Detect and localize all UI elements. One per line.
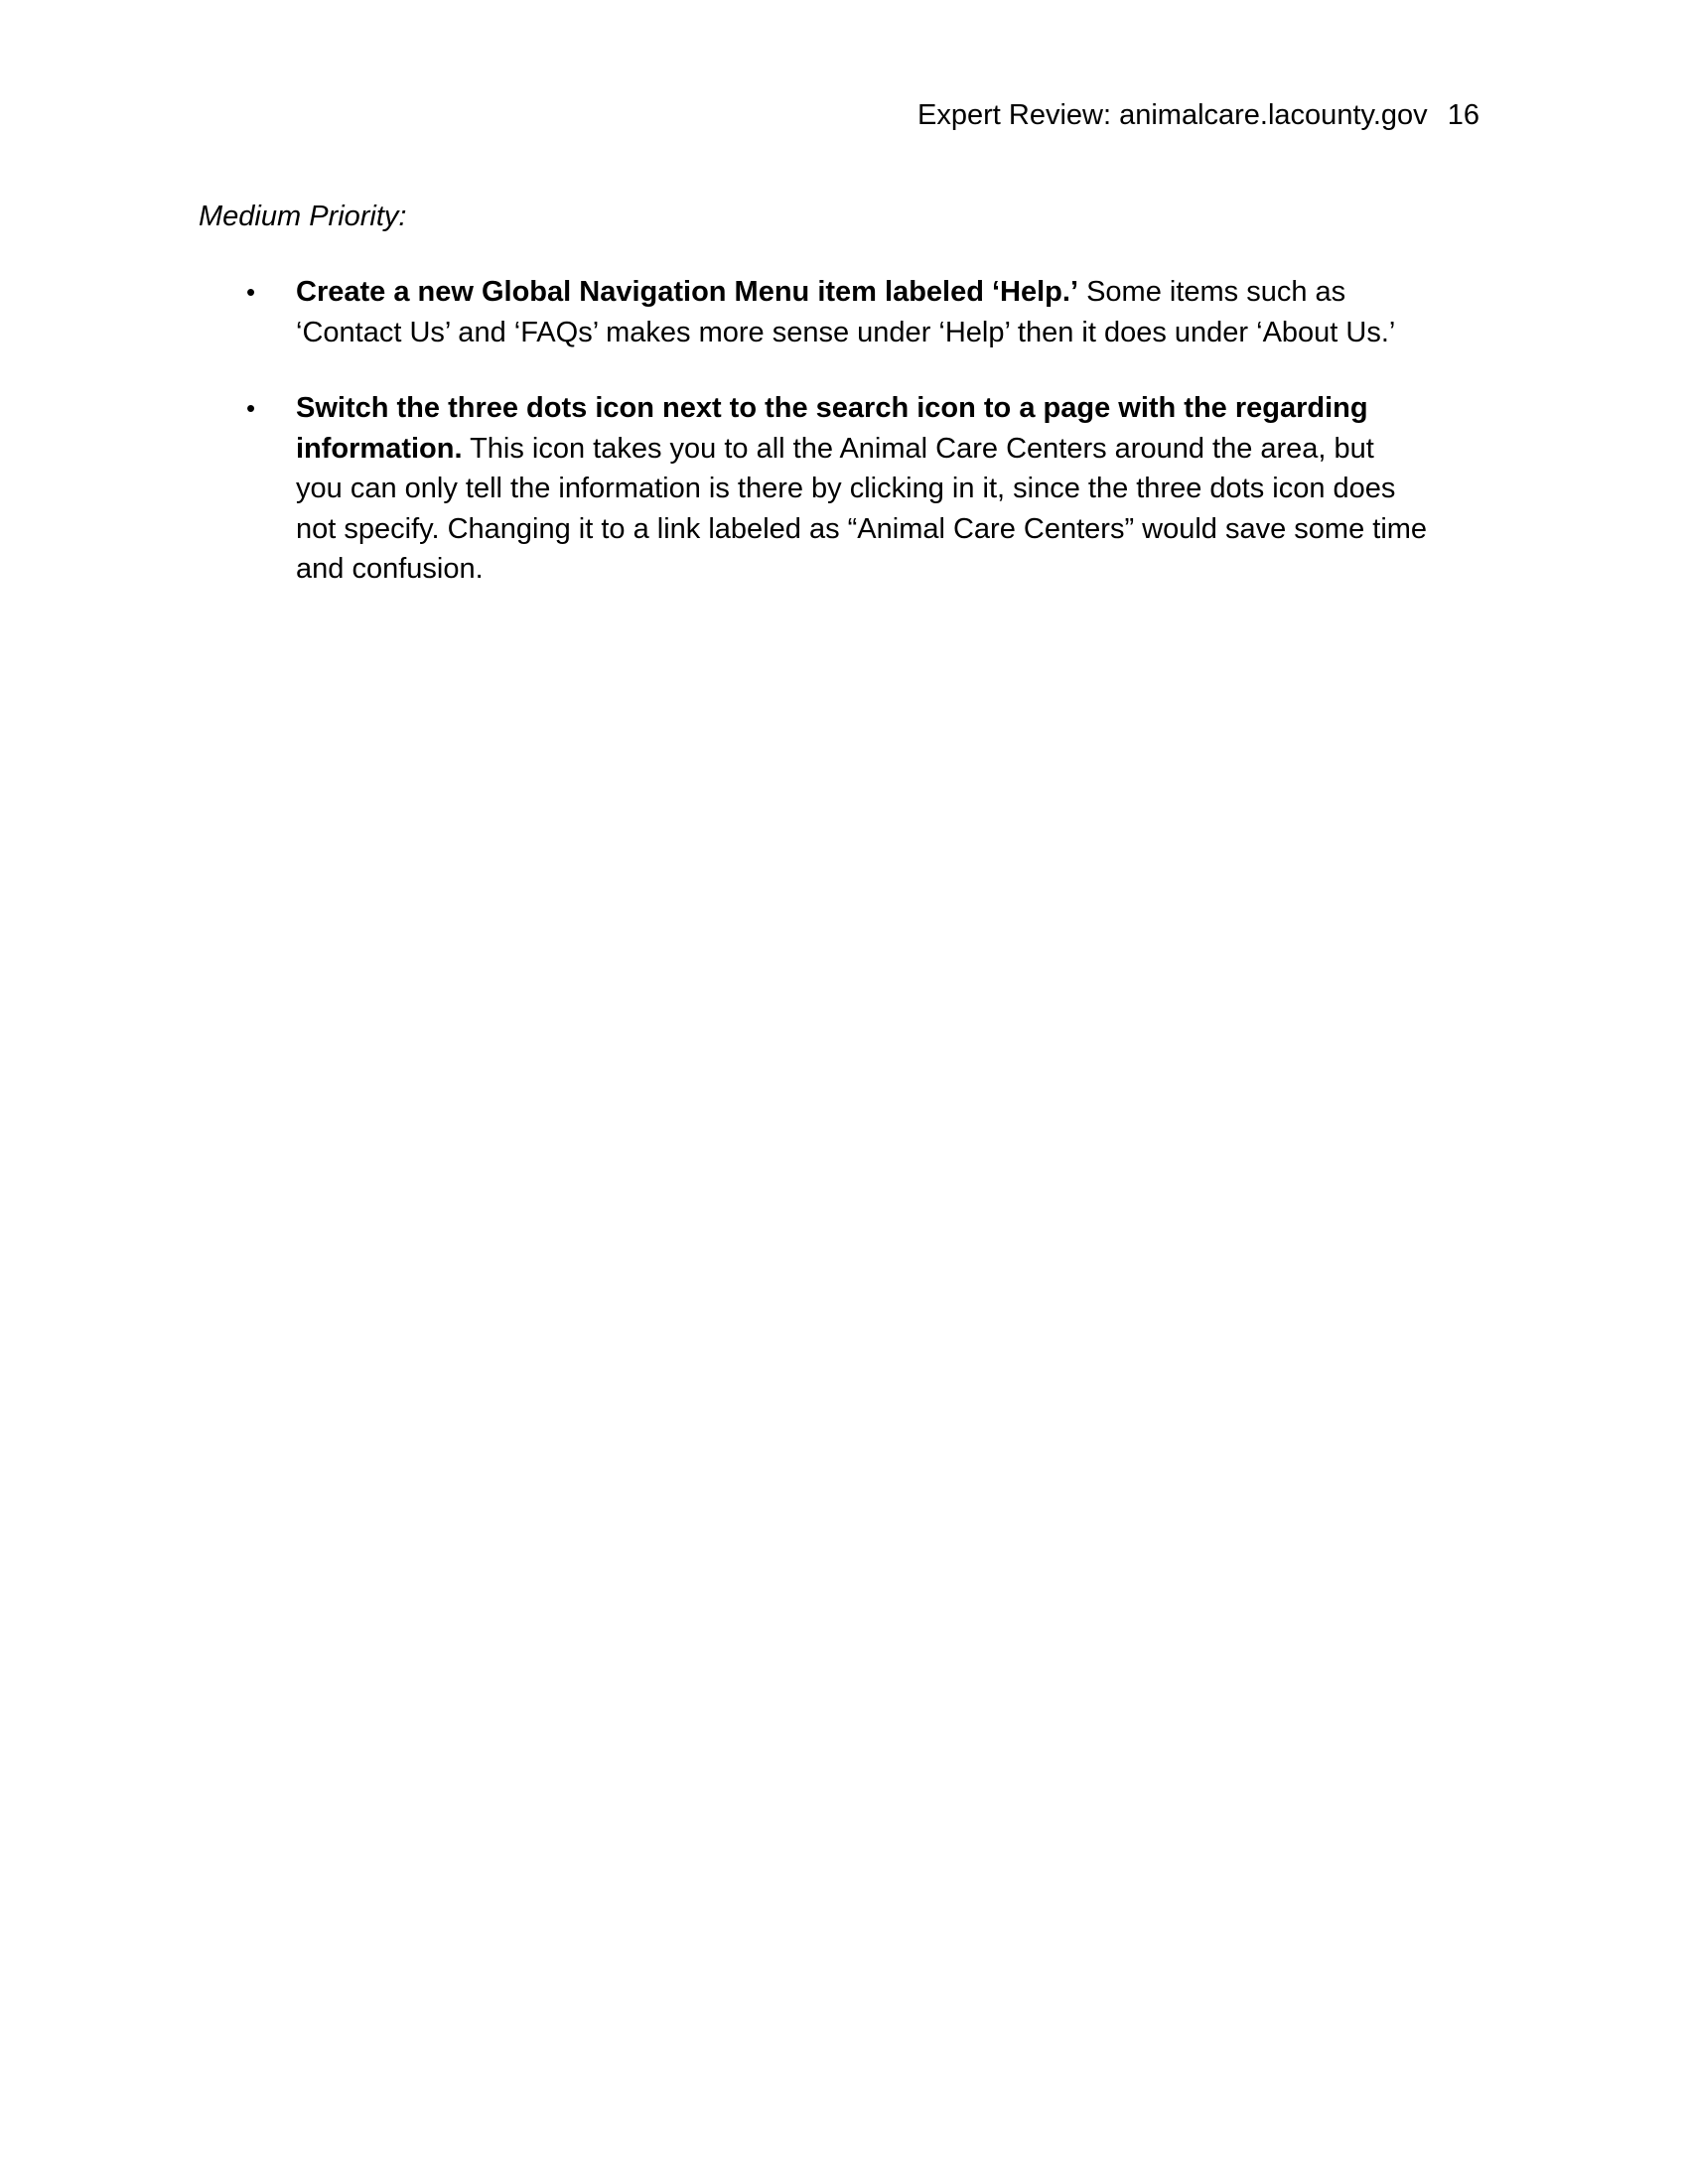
- header-title: Expert Review: animalcare.lacounty.gov: [917, 99, 1428, 131]
- list-item: [0, 388, 1428, 590]
- recommendation-lead: Create a new Global Navigation Menu item labeled ‘Help.’: [296, 276, 1079, 308]
- bullet-icon: •: [246, 393, 256, 423]
- section-heading: Medium Priority:: [199, 201, 407, 232]
- recommendation-lead: Switch the three dots icon next to the search icon to a page with the regarding information.: [296, 392, 1368, 465]
- page-number: 16: [1447, 99, 1479, 131]
- page-header: [917, 95, 1479, 135]
- bullet-icon: •: [246, 277, 256, 307]
- recommendation-body: This icon takes you to all the Animal Care Centers around the area, but you can only tell the information is there by clicking in it, since the three dots icon does not specify. Changing it to a link labeled as “Animal Care Centers” would save some time and confusion.: [296, 432, 1428, 585]
- recommendation-body: Some items such as ‘Contact Us’ and ‘FAQs’ makes more sense under ‘Help’ then it does under ‘About Us.’: [296, 276, 1396, 348]
- list-item: [0, 272, 1428, 352]
- recommendation-list: [0, 272, 1688, 625]
